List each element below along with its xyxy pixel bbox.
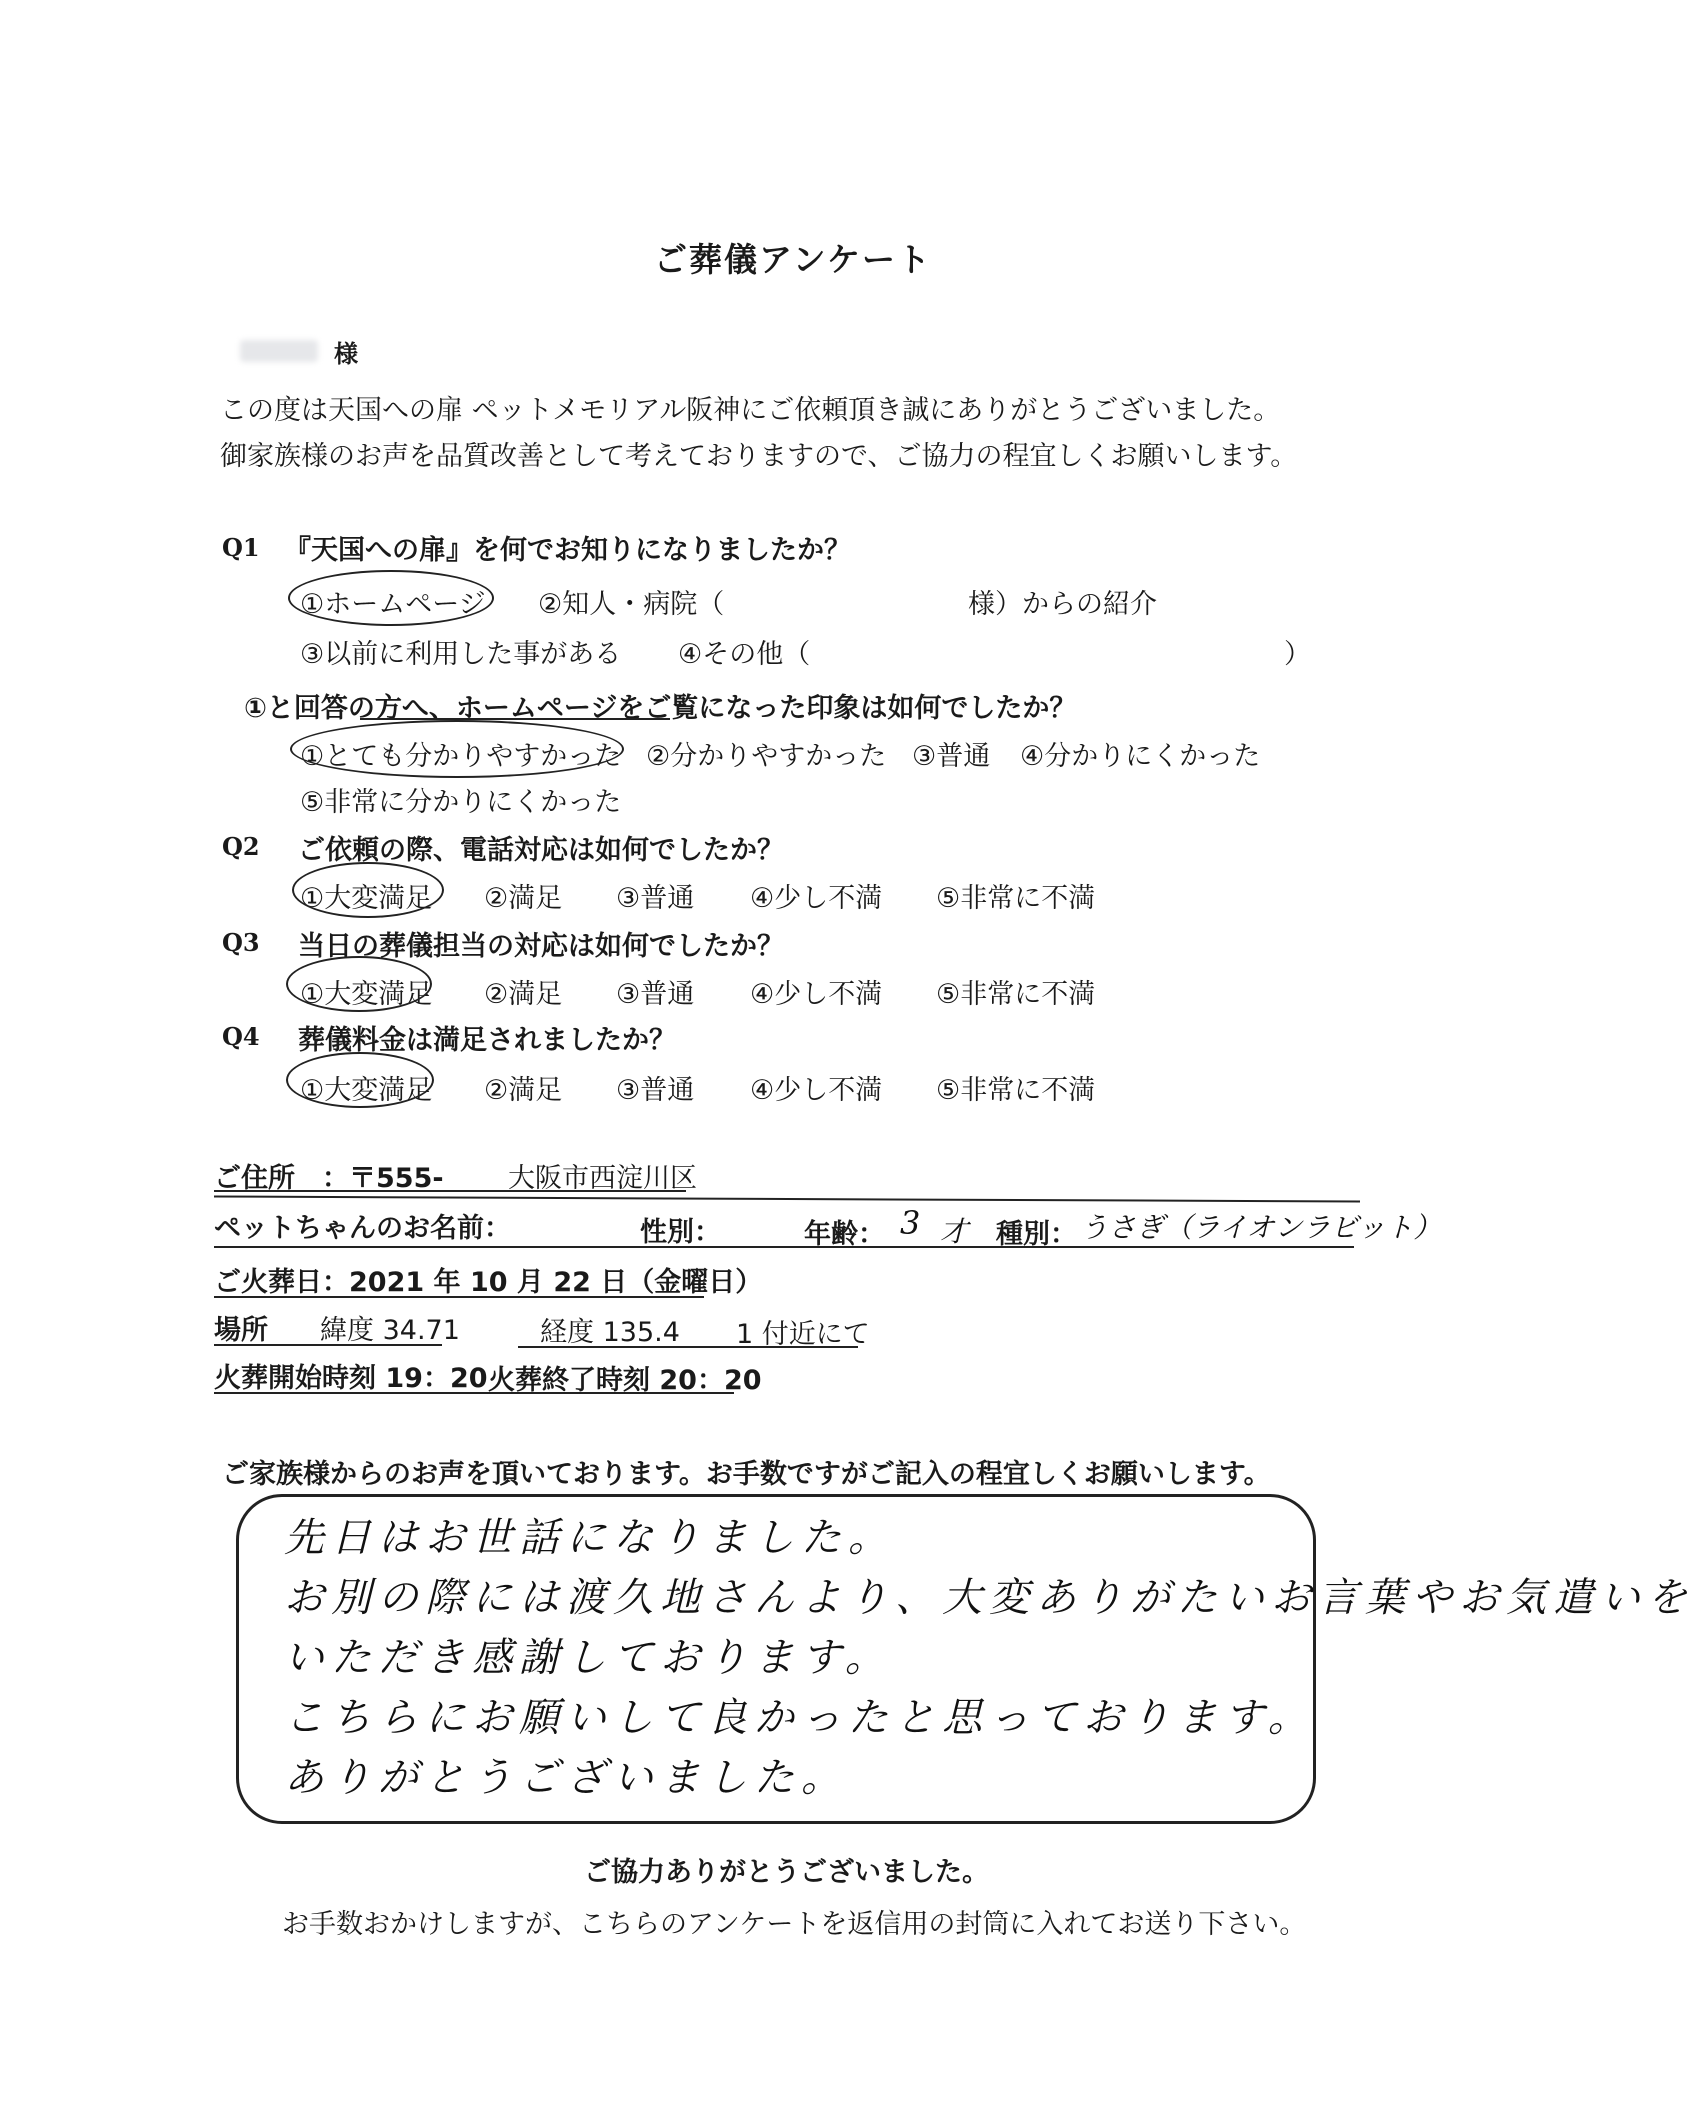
pet-info-top-line [214, 1195, 1360, 1202]
q4-option-2[interactable]: ②満足 [484, 1075, 563, 1106]
q3-number: Q3 [222, 928, 260, 957]
q2-option-5[interactable]: ⑤非常に不満 [936, 883, 1096, 914]
q3-selected-circle [286, 956, 432, 1012]
cremation-start: 火葬開始時刻 19：20 [214, 1363, 488, 1394]
age-unit: 才 [940, 1215, 969, 1248]
q4-option-1[interactable]: ①大変満足 [300, 1075, 433, 1106]
comment-prompt: ご家族様からのお声を頂いております。お手数ですがご記入の程宜しくお願いします。 [222, 1459, 1271, 1490]
q3-option-4[interactable]: ④少し不満 [750, 979, 883, 1010]
cremation-end: 火葬終了時刻 20：20 [488, 1365, 762, 1396]
q4-question: 葬儀料金は満足されましたか？ [298, 1025, 676, 1056]
place-label: 場所 [214, 1315, 268, 1346]
footer-thanks: ご協力ありがとうございました。 [584, 1857, 989, 1888]
q1-follow-option-1[interactable]: ①とても分かりやすかった [300, 741, 622, 772]
recipient-honorific: 様 [334, 340, 358, 368]
q4-option-5[interactable]: ⑤非常に不満 [936, 1075, 1096, 1106]
q3-option-3[interactable]: ③普通 [616, 979, 695, 1010]
species-label: 種別： [996, 1219, 1077, 1250]
q1-option-2[interactable]: ②知人・病院（ [538, 589, 725, 620]
pet-name-label: ペットちゃんのお名前： [214, 1213, 511, 1244]
address-underline [214, 1190, 686, 1192]
sex-label: 性別： [640, 1217, 721, 1248]
q4-option-3[interactable]: ③普通 [616, 1075, 695, 1106]
q1-option-1[interactable]: ①ホームページ [300, 589, 486, 620]
address-label: ご住所 ：〒555- [214, 1163, 444, 1194]
page-title: ご葬儀アンケート [654, 240, 933, 279]
q4-number: Q4 [222, 1022, 260, 1051]
q1-option-4-close: ） [1284, 639, 1311, 670]
q3-option-1[interactable]: ①大変満足 [300, 979, 433, 1010]
location-near: 1 付近にて [736, 1319, 870, 1350]
longitude: 経度 135.4 [540, 1317, 680, 1348]
q3-question: 当日の葬儀担当の対応は如何でしたか？ [298, 931, 784, 962]
address-value: 大阪市西淀川区 [508, 1163, 697, 1194]
comment-line-1: 先日はお世話になりました。 [284, 1515, 895, 1561]
redacted-name [240, 340, 318, 362]
q1-follow-option-3[interactable]: ③普通 [912, 741, 991, 772]
latitude: 緯度 34.71 [320, 1315, 460, 1346]
comment-line-3: いただき感謝しております。 [284, 1635, 892, 1681]
q1-number: Q1 [222, 533, 260, 562]
footer-note: お手数おかけしますが、こちらのアンケートを返信用の封筒に入れてお送り下さい。 [282, 1909, 1307, 1940]
q2-selected-circle [292, 862, 444, 918]
q1-follow-option-2[interactable]: ②分かりやすかった [646, 741, 887, 772]
q4-option-4[interactable]: ④少し不満 [750, 1075, 883, 1106]
q1-follow-option-4[interactable]: ④分かりにくかった [1020, 741, 1261, 772]
time-underline [214, 1392, 734, 1394]
q2-option-3[interactable]: ③普通 [616, 883, 695, 914]
pet-info-underline [214, 1246, 1354, 1248]
q1-question: 『天国への扉』を何でお知りになりましたか？ [284, 535, 851, 566]
intro-line-2: 御家族様のお声を品質改善として考えておりますので、ご協力の程宜しくお願いします。 [220, 441, 1298, 472]
longitude-underline [518, 1346, 858, 1348]
q4-selected-circle [286, 1052, 434, 1108]
q1-follow-question: ①と回答の方へ、ホームページをご覧になった印象は如何でしたか？ [244, 693, 1077, 724]
q3-option-2[interactable]: ②満足 [484, 979, 563, 1010]
intro-line-1: この度は天国への扉 ペットメモリアル阪神にご依頼頂き誠にありがとうございました。 [220, 395, 1281, 426]
q1-follow-selected-circle [290, 720, 624, 778]
q2-question: ご依頼の際、電話対応は如何でしたか？ [298, 835, 784, 866]
q1-selected-circle [288, 570, 494, 626]
q3-option-5[interactable]: ⑤非常に不満 [936, 979, 1096, 1010]
q1-follow-option-5[interactable]: ⑤非常に分かりにくかった [300, 787, 622, 818]
q2-option-2[interactable]: ②満足 [484, 883, 563, 914]
q1-option-4[interactable]: ④その他（ [678, 639, 811, 670]
q2-option-1[interactable]: ①大変満足 [300, 883, 433, 914]
latitude-underline [214, 1344, 442, 1346]
cremation-date: ご火葬日：2021 年 10 月 22 日（金曜日） [214, 1267, 763, 1298]
date-underline [214, 1296, 704, 1298]
age-label: 年齢： [804, 1219, 885, 1250]
q2-number: Q2 [222, 832, 260, 861]
species-value: うさぎ（ライオンラビット） [1080, 1211, 1442, 1244]
age-value: 3 [900, 1204, 921, 1242]
comment-line-2: お別の際には渡久地さんより、大変ありがたいお言葉やお気遣いを [284, 1575, 1694, 1621]
q1-option-3[interactable]: ③以前に利用した事がある [300, 639, 622, 670]
comment-line-4: こちらにお願いして良かったと思っております。 [284, 1695, 1315, 1741]
q2-option-4[interactable]: ④少し不満 [750, 883, 883, 914]
q1-follow-underline [360, 718, 670, 720]
comment-line-5: ありがとうございました。 [284, 1755, 848, 1801]
q1-option-2-suffix: 様）からの紹介 [968, 589, 1157, 620]
